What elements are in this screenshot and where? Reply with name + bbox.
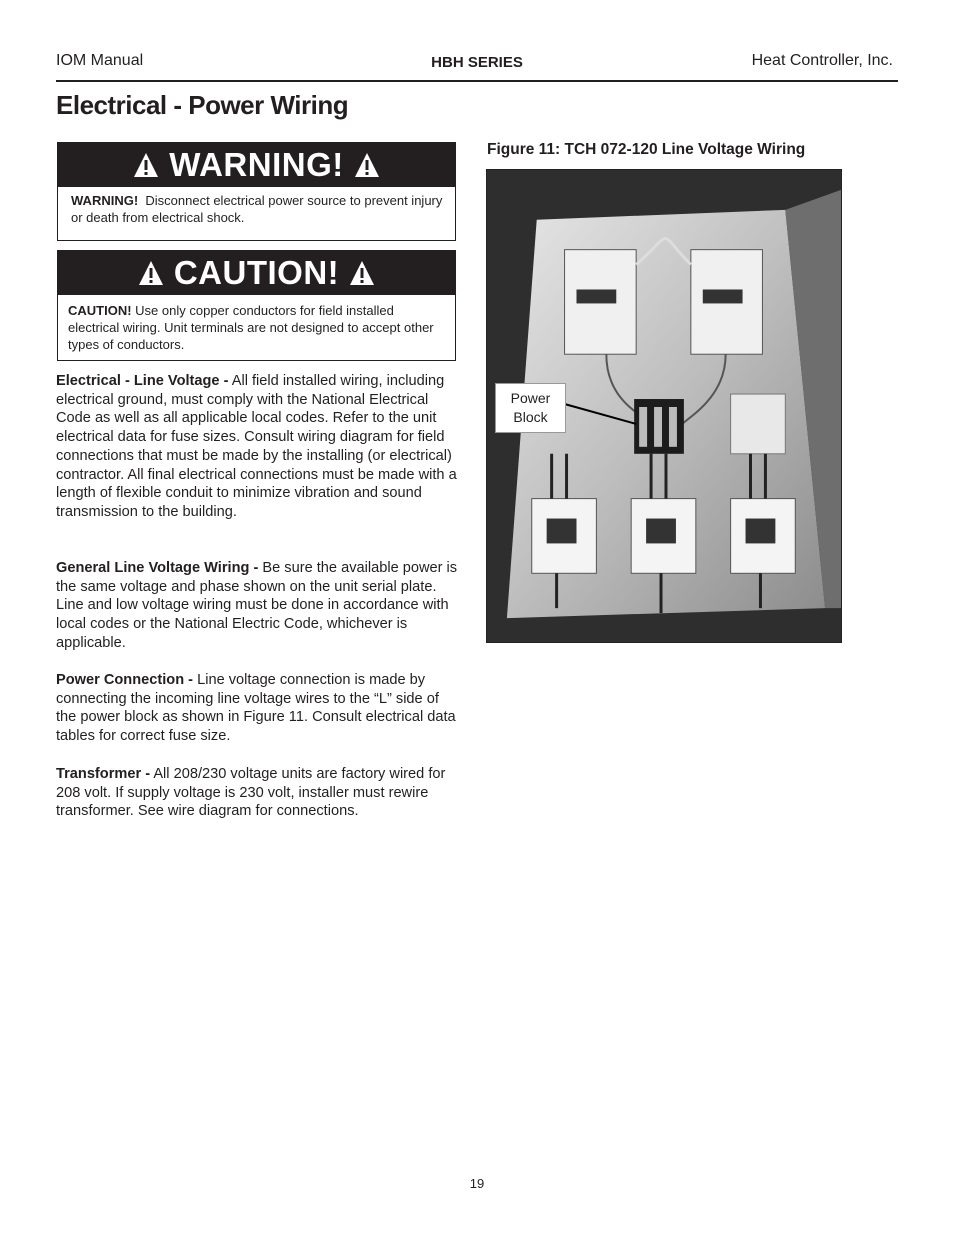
callout-line-1: Power: [510, 390, 551, 406]
paragraph-heading: Power Connection -: [56, 672, 194, 688]
paragraph-text: Be sure the available power is the same voltage and phase shown on the unit serial plate. Line and low voltage wiring must be done in accordance with local codes or the National Electric Code, whichever is applicable.: [56, 560, 458, 651]
header-rule: [56, 80, 898, 82]
caution-triangle-icon: [349, 260, 375, 286]
paragraph-text: All field installed wiring, including electrical ground, must comply with the National Electrical Code as well as all applicable local codes. Refer to the unit electrical data for fuse sizes. Consult wiring diagram for field connections that must be made by the installing (or electrical) contractor. All final electrical connections must be made with a length of flexible conduit to minimize vibration and sound transmission to the building.: [56, 373, 457, 520]
caution-body: [58, 295, 455, 359]
caution-triangle-icon: [138, 260, 164, 286]
header-manual-title: IOM Manual: [56, 52, 144, 69]
paragraph-heading: General Line Voltage Wiring -: [56, 560, 259, 576]
caution-title: CAUTION!: [173, 254, 340, 291]
header-series: HBH SERIES: [431, 54, 523, 71]
header-company: Heat Controller, Inc.: [751, 52, 893, 69]
caution-text: Use only copper conductors for field installed electrical wiring. Unit terminals are not designed to accept other types of conductors.: [68, 303, 434, 352]
warning-label: WARNING!: [71, 193, 139, 208]
section-title: Electrical - Power Wiring: [56, 90, 349, 120]
paragraph-heading: Transformer -: [56, 766, 151, 782]
paragraph-power-connection: [56, 671, 458, 746]
caution-box: [57, 250, 456, 361]
paragraph-text: All 208/230 voltage units are factory wired for 208 volt. If supply voltage is 230 volt, installer must rewire transformer. See wire diagram for connections.: [56, 766, 446, 820]
warning-box: [57, 142, 456, 241]
paragraph-general-wiring: [56, 559, 458, 653]
warning-banner: [58, 143, 455, 187]
figure-caption: Figure 11: TCH 072-120 Line Voltage Wiring: [487, 141, 806, 158]
caution-label: CAUTION!: [68, 303, 132, 318]
paragraph-line-voltage: [56, 372, 458, 522]
caution-banner: [58, 251, 455, 295]
warning-body: [58, 187, 455, 232]
power-block-callout: [495, 383, 566, 433]
warning-triangle-icon: [354, 152, 380, 178]
paragraph-heading: Electrical - Line Voltage -: [56, 373, 229, 389]
warning-triangle-icon: [133, 152, 159, 178]
callout-line-2: Block: [513, 409, 548, 425]
warning-text: Disconnect electrical power source to prevent injury or death from electrical shock.: [71, 193, 443, 225]
paragraph-transformer: [56, 765, 458, 821]
paragraph-text: Line voltage connection is made by connecting the incoming line voltage wires to the “L” side of the power block as shown in Figure 11. Consult electrical data tables for correct fuse size.: [56, 672, 456, 745]
page-number: 19: [469, 1176, 485, 1191]
warning-title: WARNING!: [169, 146, 344, 183]
